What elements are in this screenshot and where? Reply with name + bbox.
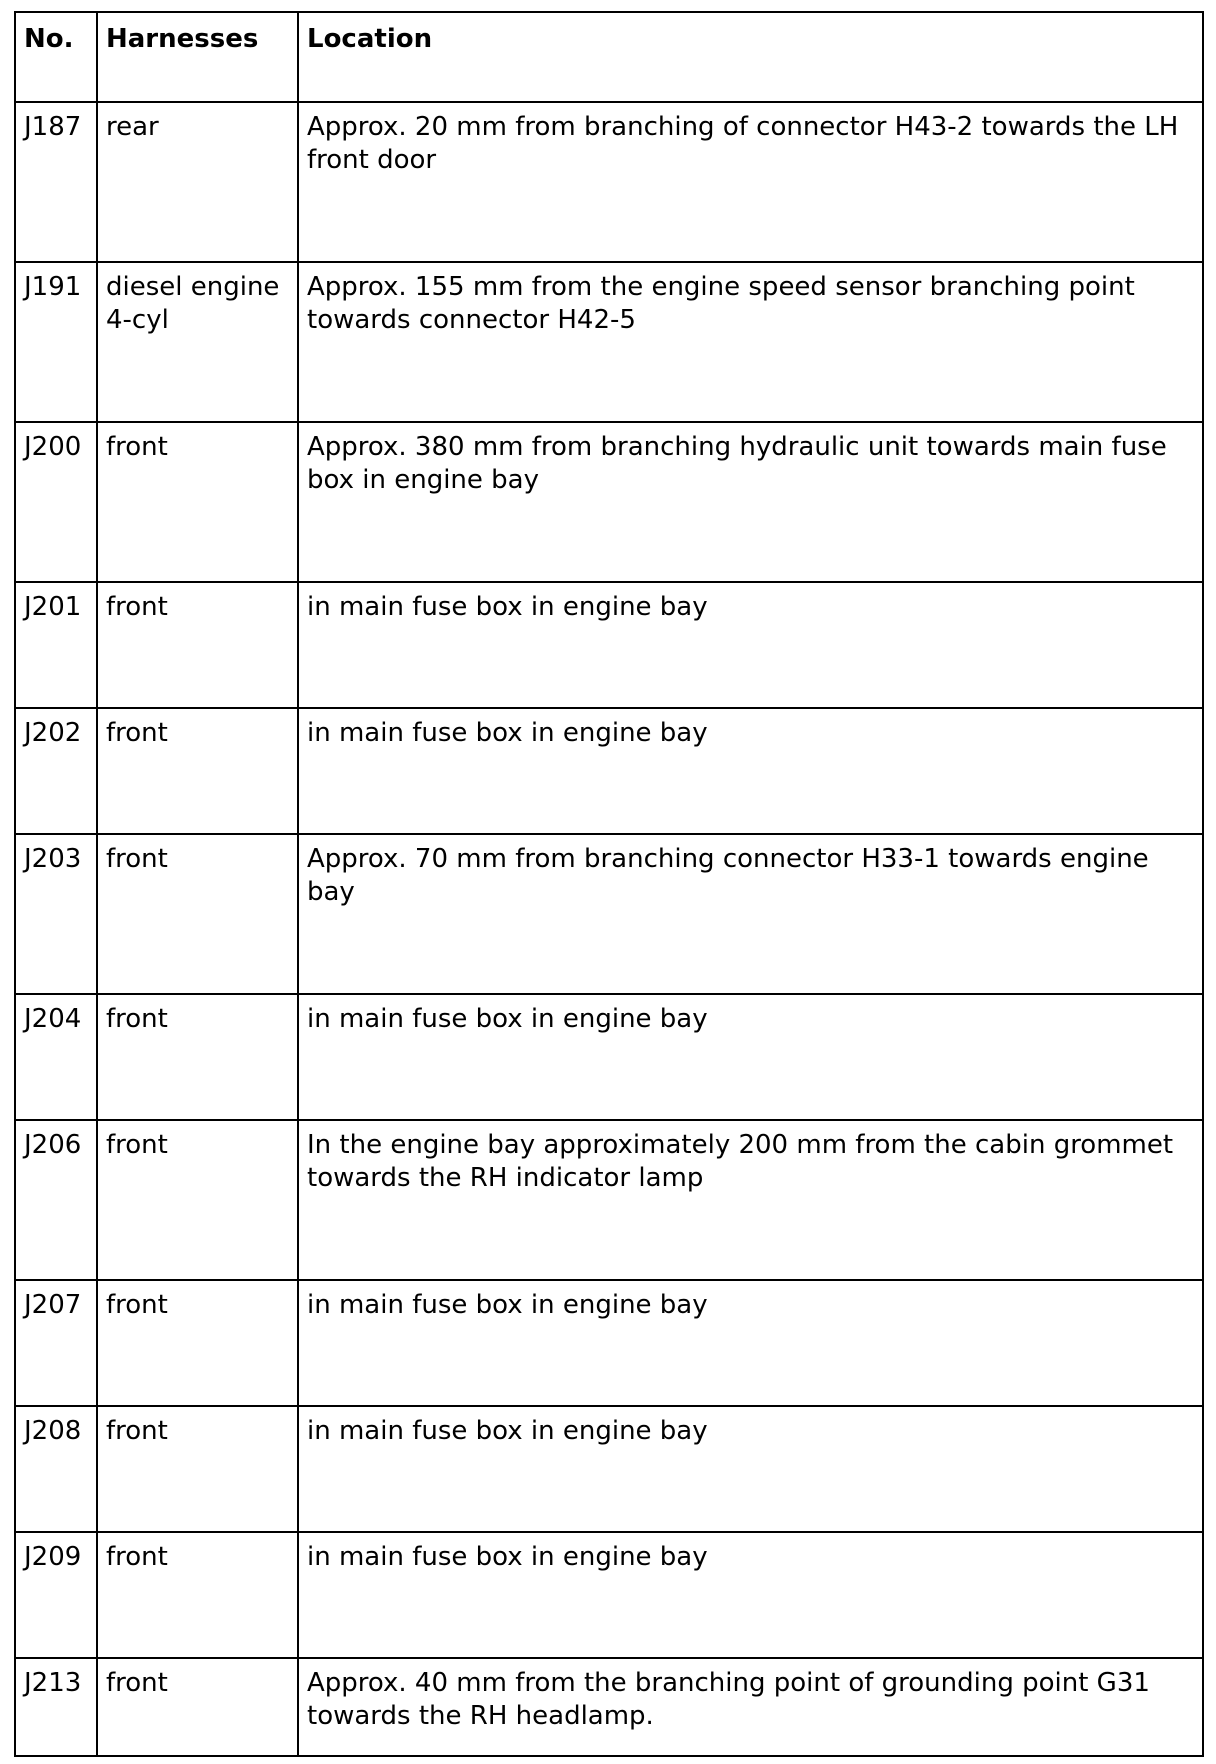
table-row (15, 708, 1203, 834)
table-row (15, 262, 1203, 422)
cell-harness: front (97, 1120, 298, 1280)
cell-location: Approx. 380 mm from branching hydraulic unit towards main fuse box in engine bay (298, 422, 1203, 582)
table-header-row (15, 12, 1203, 102)
table-row (15, 582, 1203, 708)
cell-harness: front (97, 1406, 298, 1532)
cell-location: Approx. 155 mm from the engine speed sensor branching point towards connector H42-5 (298, 262, 1203, 422)
header-location: Location (298, 12, 1203, 102)
cell-no: J204 (15, 994, 97, 1120)
cell-location: in main fuse box in engine bay (298, 1406, 1203, 1532)
cell-location: In the engine bay approximately 200 mm from the cabin grommet towards the RH indicator lamp (298, 1120, 1203, 1280)
cell-harness: front (97, 1658, 298, 1756)
table-row (15, 102, 1203, 262)
cell-no: J209 (15, 1532, 97, 1658)
cell-harness: front (97, 708, 298, 834)
cell-no: J207 (15, 1280, 97, 1406)
table-row (15, 422, 1203, 582)
table-row (15, 994, 1203, 1120)
table-row (15, 1280, 1203, 1406)
cell-no: J191 (15, 262, 97, 422)
cell-location: Approx. 40 mm from the branching point of grounding point G31 towards the RH headlamp. (298, 1658, 1203, 1756)
cell-harness: front (97, 422, 298, 582)
table-row (15, 1406, 1203, 1532)
cell-location: in main fuse box in engine bay (298, 1280, 1203, 1406)
cell-no: J213 (15, 1658, 97, 1756)
cell-harness: diesel engine 4-cyl (97, 262, 298, 422)
harness-location-table (14, 11, 1204, 1757)
cell-harness: front (97, 834, 298, 994)
header-no: No. (15, 12, 97, 102)
table-row (15, 1658, 1203, 1756)
cell-no: J202 (15, 708, 97, 834)
cell-harness: front (97, 582, 298, 708)
cell-location: Approx. 20 mm from branching of connector H43-2 towards the LH front door (298, 102, 1203, 262)
cell-no: J203 (15, 834, 97, 994)
cell-no: J187 (15, 102, 97, 262)
cell-no: J206 (15, 1120, 97, 1280)
cell-no: J201 (15, 582, 97, 708)
header-harnesses: Harnesses (97, 12, 298, 102)
table-row (15, 1120, 1203, 1280)
cell-location: in main fuse box in engine bay (298, 582, 1203, 708)
cell-harness: rear (97, 102, 298, 262)
cell-no: J208 (15, 1406, 97, 1532)
table-row (15, 834, 1203, 994)
table-row (15, 1532, 1203, 1658)
cell-location: in main fuse box in engine bay (298, 708, 1203, 834)
cell-no: J200 (15, 422, 97, 582)
cell-location: in main fuse box in engine bay (298, 994, 1203, 1120)
cell-harness: front (97, 1280, 298, 1406)
cell-location: Approx. 70 mm from branching connector H33-1 towards engine bay (298, 834, 1203, 994)
cell-harness: front (97, 994, 298, 1120)
cell-location: in main fuse box in engine bay (298, 1532, 1203, 1658)
cell-harness: front (97, 1532, 298, 1658)
